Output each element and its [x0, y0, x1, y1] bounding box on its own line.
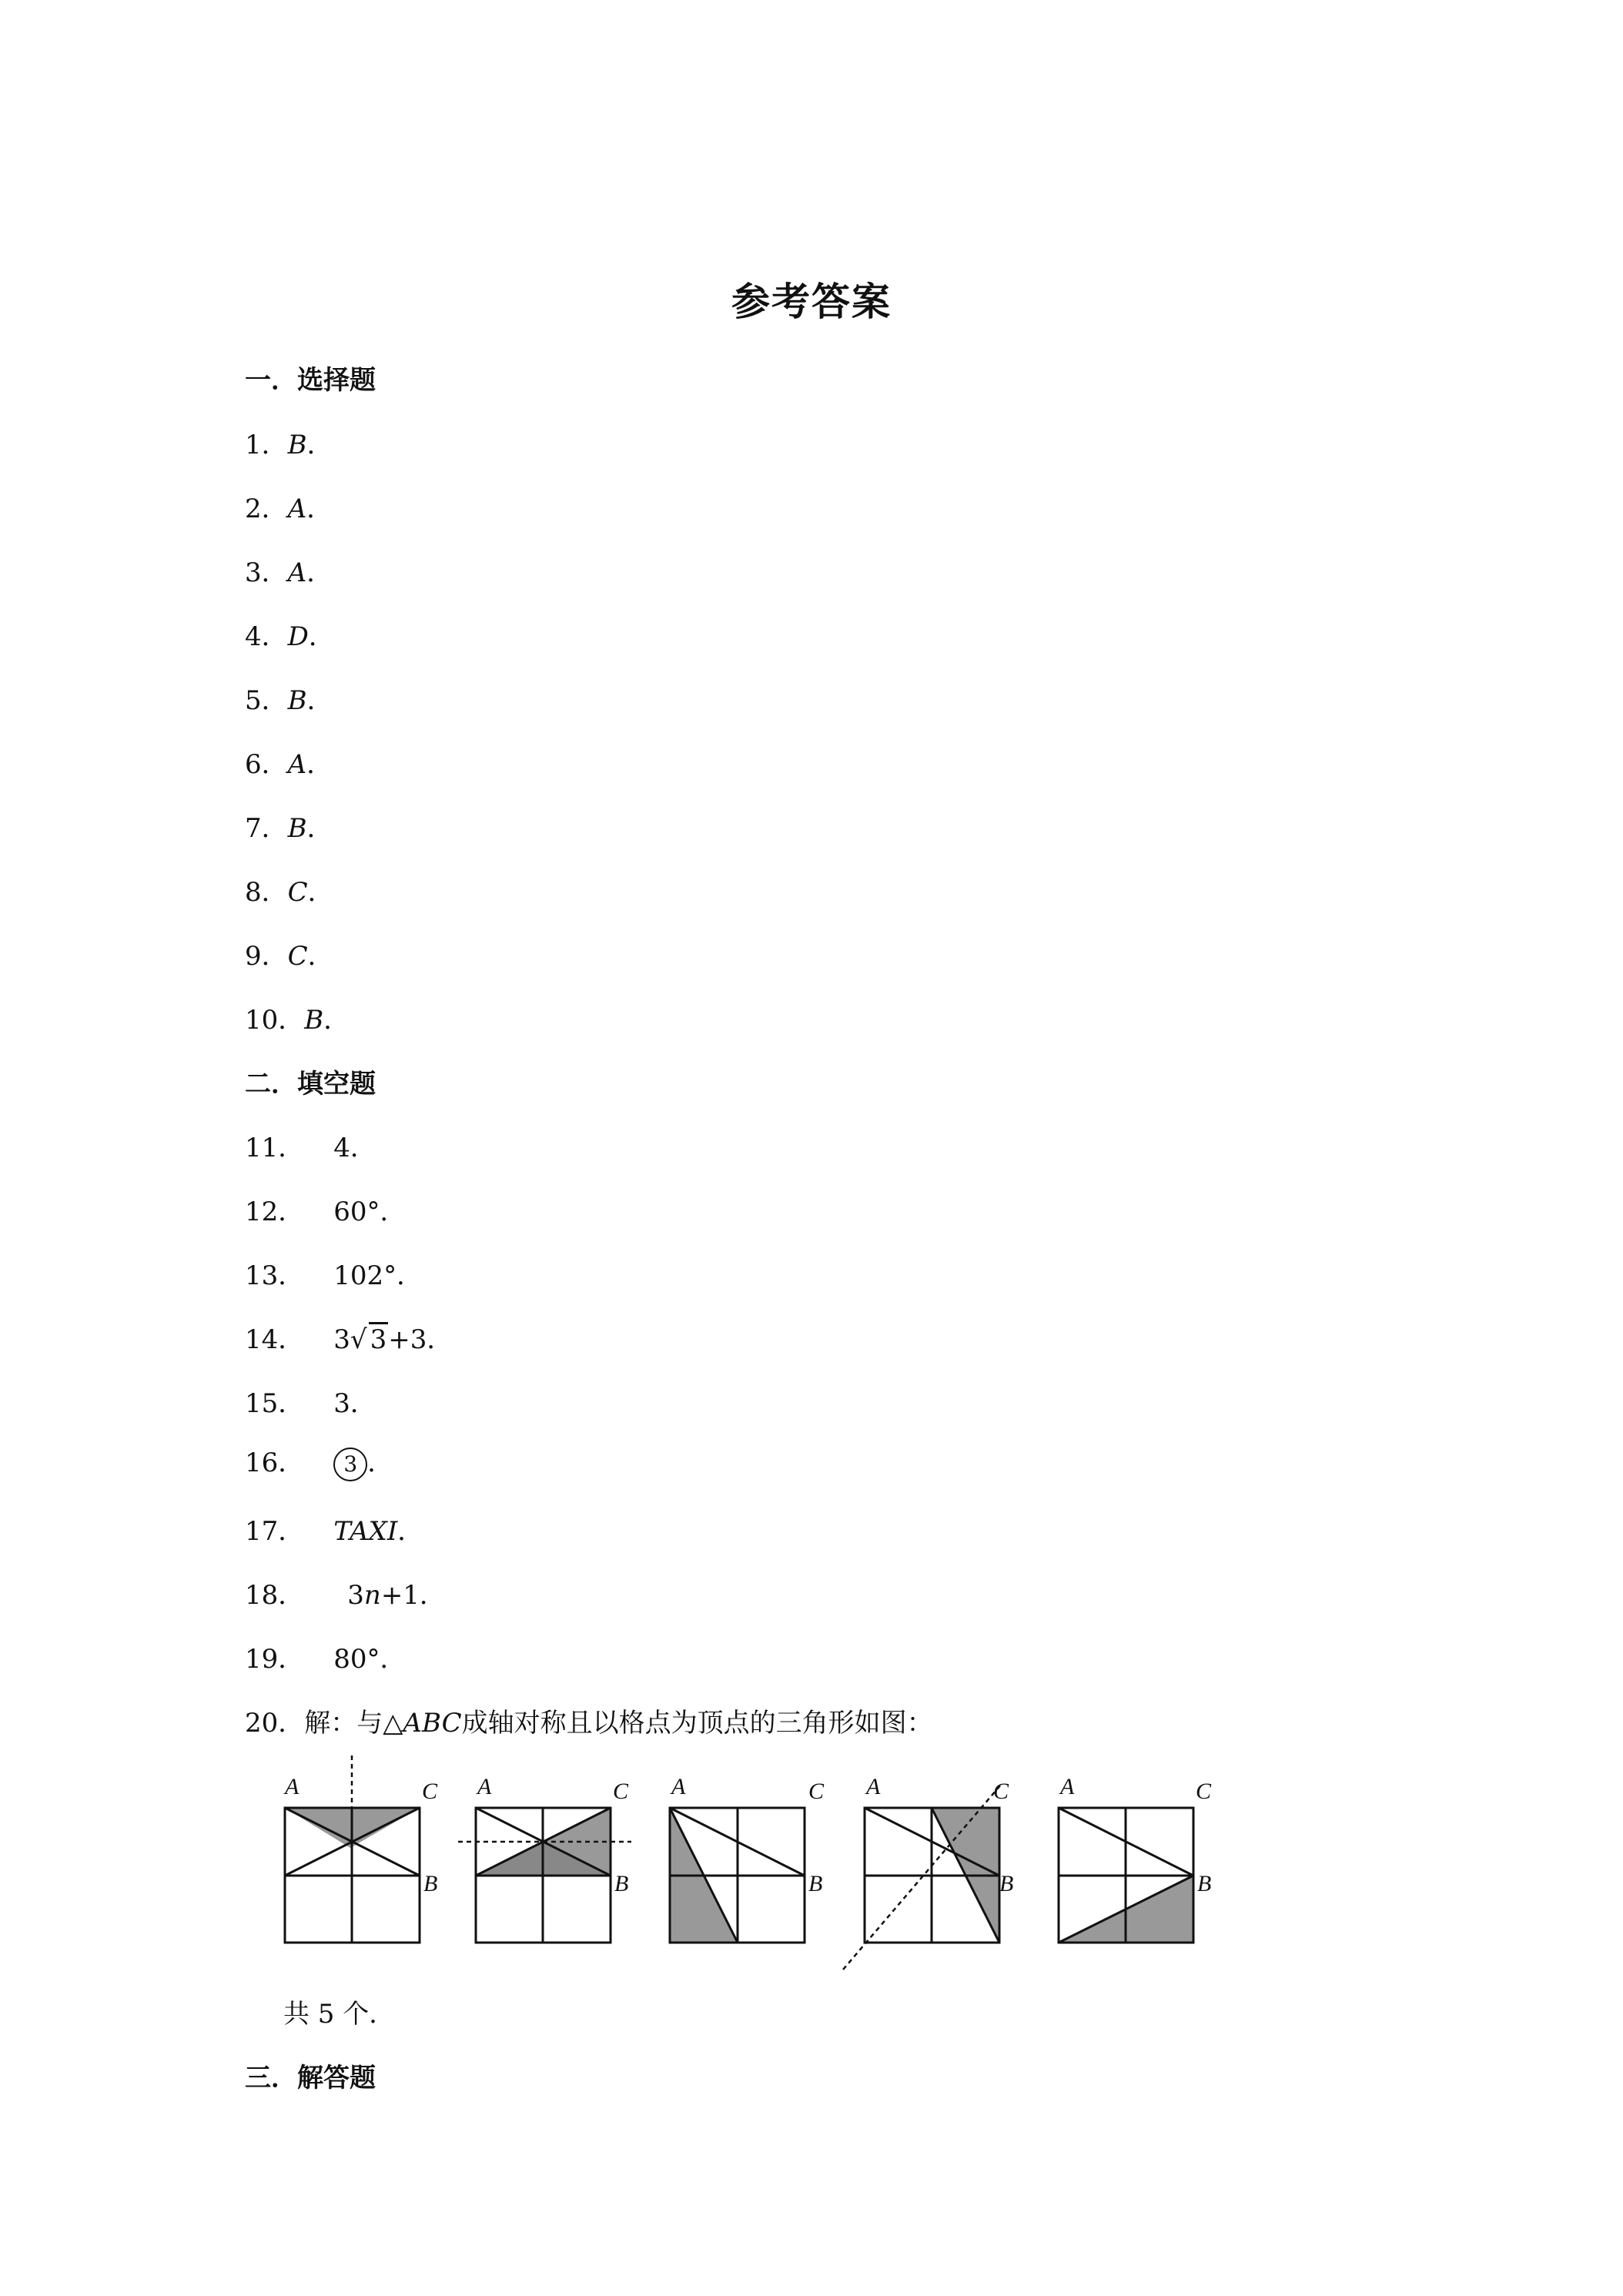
- answer-tail: ．: [397, 1516, 424, 1547]
- answer-letter: C: [287, 877, 308, 908]
- question-number: 5．: [245, 685, 288, 716]
- label-c: C: [422, 1779, 438, 1804]
- figure-panel-2: [458, 1774, 631, 1943]
- answer-14: [245, 1318, 453, 1356]
- answer-letter: B: [304, 1005, 324, 1036]
- label-b: B: [614, 1871, 629, 1896]
- label-a: A: [1060, 1774, 1075, 1799]
- label-c: C: [1196, 1779, 1212, 1804]
- question-number: 7．: [245, 813, 288, 844]
- symmetry-figure: [269, 1746, 1216, 1977]
- answer-end: ．: [307, 877, 334, 908]
- answer-7: [245, 807, 333, 845]
- answer-3: [245, 551, 333, 589]
- question-number: 18．: [245, 1580, 305, 1611]
- answer-20: [245, 1702, 933, 1739]
- question-number: 16．: [245, 1448, 305, 1478]
- answer-letter: B: [287, 813, 307, 844]
- answer-15: [245, 1382, 376, 1420]
- section-solve-heading: 三．解答题: [245, 2063, 376, 2094]
- answer-6: [245, 743, 333, 781]
- answer-5: [245, 679, 333, 717]
- question-number: 4．: [245, 621, 288, 652]
- section-choice-heading: 一．选择题: [245, 365, 376, 396]
- question-number: 17．: [245, 1516, 305, 1547]
- answer-text: 102°．: [333, 1260, 423, 1291]
- answer-end: ．: [306, 557, 333, 588]
- sqrt-symbol: [350, 1322, 388, 1355]
- figure-panel-3: [670, 1774, 825, 1943]
- answer-16: [245, 1441, 393, 1481]
- label-c: C: [808, 1779, 825, 1804]
- question-number: 9．: [245, 941, 288, 972]
- circled-number: 3: [333, 1448, 367, 1481]
- answer-4: [245, 615, 335, 653]
- radicand: 3: [369, 1322, 389, 1355]
- answer-text: 60°．: [333, 1197, 407, 1227]
- answer-8: [245, 871, 334, 909]
- label-c: C: [613, 1779, 629, 1804]
- answer-12: [245, 1190, 407, 1228]
- question-number: 3．: [245, 557, 288, 588]
- answer-1: [245, 423, 333, 461]
- question-number: 12．: [245, 1197, 305, 1227]
- conclusion-text: 共 5 个．: [283, 1999, 396, 2030]
- answer-end: ．: [323, 1005, 350, 1036]
- answer-text: TAXI: [333, 1516, 398, 1547]
- answer-coef: 3: [347, 1580, 364, 1611]
- answer-intro: 解：与△: [304, 1708, 403, 1739]
- answer-text: 3．: [333, 1388, 376, 1419]
- answer-9: [245, 935, 334, 972]
- answer-text: 80°．: [333, 1644, 407, 1675]
- answer-letter: B: [287, 430, 307, 460]
- answer-tail: +3．: [388, 1324, 453, 1355]
- label-b: B: [423, 1871, 438, 1896]
- answer-19: [245, 1638, 407, 1675]
- answer-13: [245, 1254, 423, 1292]
- answer-variable: n: [363, 1580, 381, 1611]
- answer-rest: 成轴对称且以格点为顶点的三角形如图：: [461, 1708, 933, 1739]
- answer-2: [245, 487, 333, 525]
- answer-10: [245, 999, 350, 1036]
- answer-end: ．: [306, 494, 333, 524]
- label-a: A: [285, 1774, 300, 1799]
- figure-panel-5: [1059, 1774, 1212, 1943]
- answer-tail: ．: [367, 1448, 394, 1478]
- answer-11: [245, 1126, 376, 1164]
- answer-end: ．: [308, 621, 335, 652]
- page-title: 参考答案: [731, 279, 892, 324]
- answer-end: ．: [306, 813, 333, 844]
- answer-18: [245, 1574, 446, 1612]
- answer-17: [245, 1510, 423, 1548]
- answer-letter: A: [287, 494, 307, 524]
- answer-tail: +1．: [380, 1580, 446, 1611]
- radical-sign-icon: √: [350, 1324, 367, 1355]
- answer-end: ．: [306, 749, 333, 780]
- label-a: A: [671, 1774, 686, 1799]
- answer-letter: A: [287, 557, 307, 588]
- answer-letter: A: [287, 749, 307, 780]
- question-number: 10．: [245, 1005, 305, 1036]
- answer-end: ．: [307, 941, 334, 972]
- label-c: C: [993, 1779, 1009, 1804]
- answer-end: ．: [306, 430, 333, 460]
- answer-coef: 3: [333, 1324, 350, 1355]
- answer-letter: D: [287, 621, 309, 652]
- question-number: 1．: [245, 430, 288, 460]
- label-b: B: [808, 1871, 823, 1896]
- question-number: 8．: [245, 877, 288, 908]
- answer-letter: C: [287, 941, 308, 972]
- answer-text: 4．: [333, 1133, 376, 1163]
- question-number: 13．: [245, 1260, 305, 1291]
- question-number: 14．: [245, 1324, 305, 1355]
- triangle-name: ABC: [403, 1708, 462, 1739]
- question-number: 6．: [245, 749, 288, 780]
- question-number: 19．: [245, 1644, 305, 1675]
- figure-panel-1: [283, 1755, 438, 1943]
- question-number: 15．: [245, 1388, 305, 1419]
- question-number: 20．: [245, 1708, 305, 1739]
- answer-letter: B: [287, 685, 307, 716]
- question-number: 2．: [245, 494, 288, 524]
- answer-end: ．: [306, 685, 333, 716]
- label-b: B: [1197, 1871, 1212, 1896]
- question-number: 11．: [245, 1133, 305, 1163]
- label-a: A: [477, 1774, 492, 1799]
- label-a: A: [866, 1774, 881, 1799]
- figure-panel-4: [843, 1774, 1013, 1970]
- section-fill-heading: 二．填空题: [245, 1069, 376, 1099]
- label-b: B: [999, 1871, 1014, 1896]
